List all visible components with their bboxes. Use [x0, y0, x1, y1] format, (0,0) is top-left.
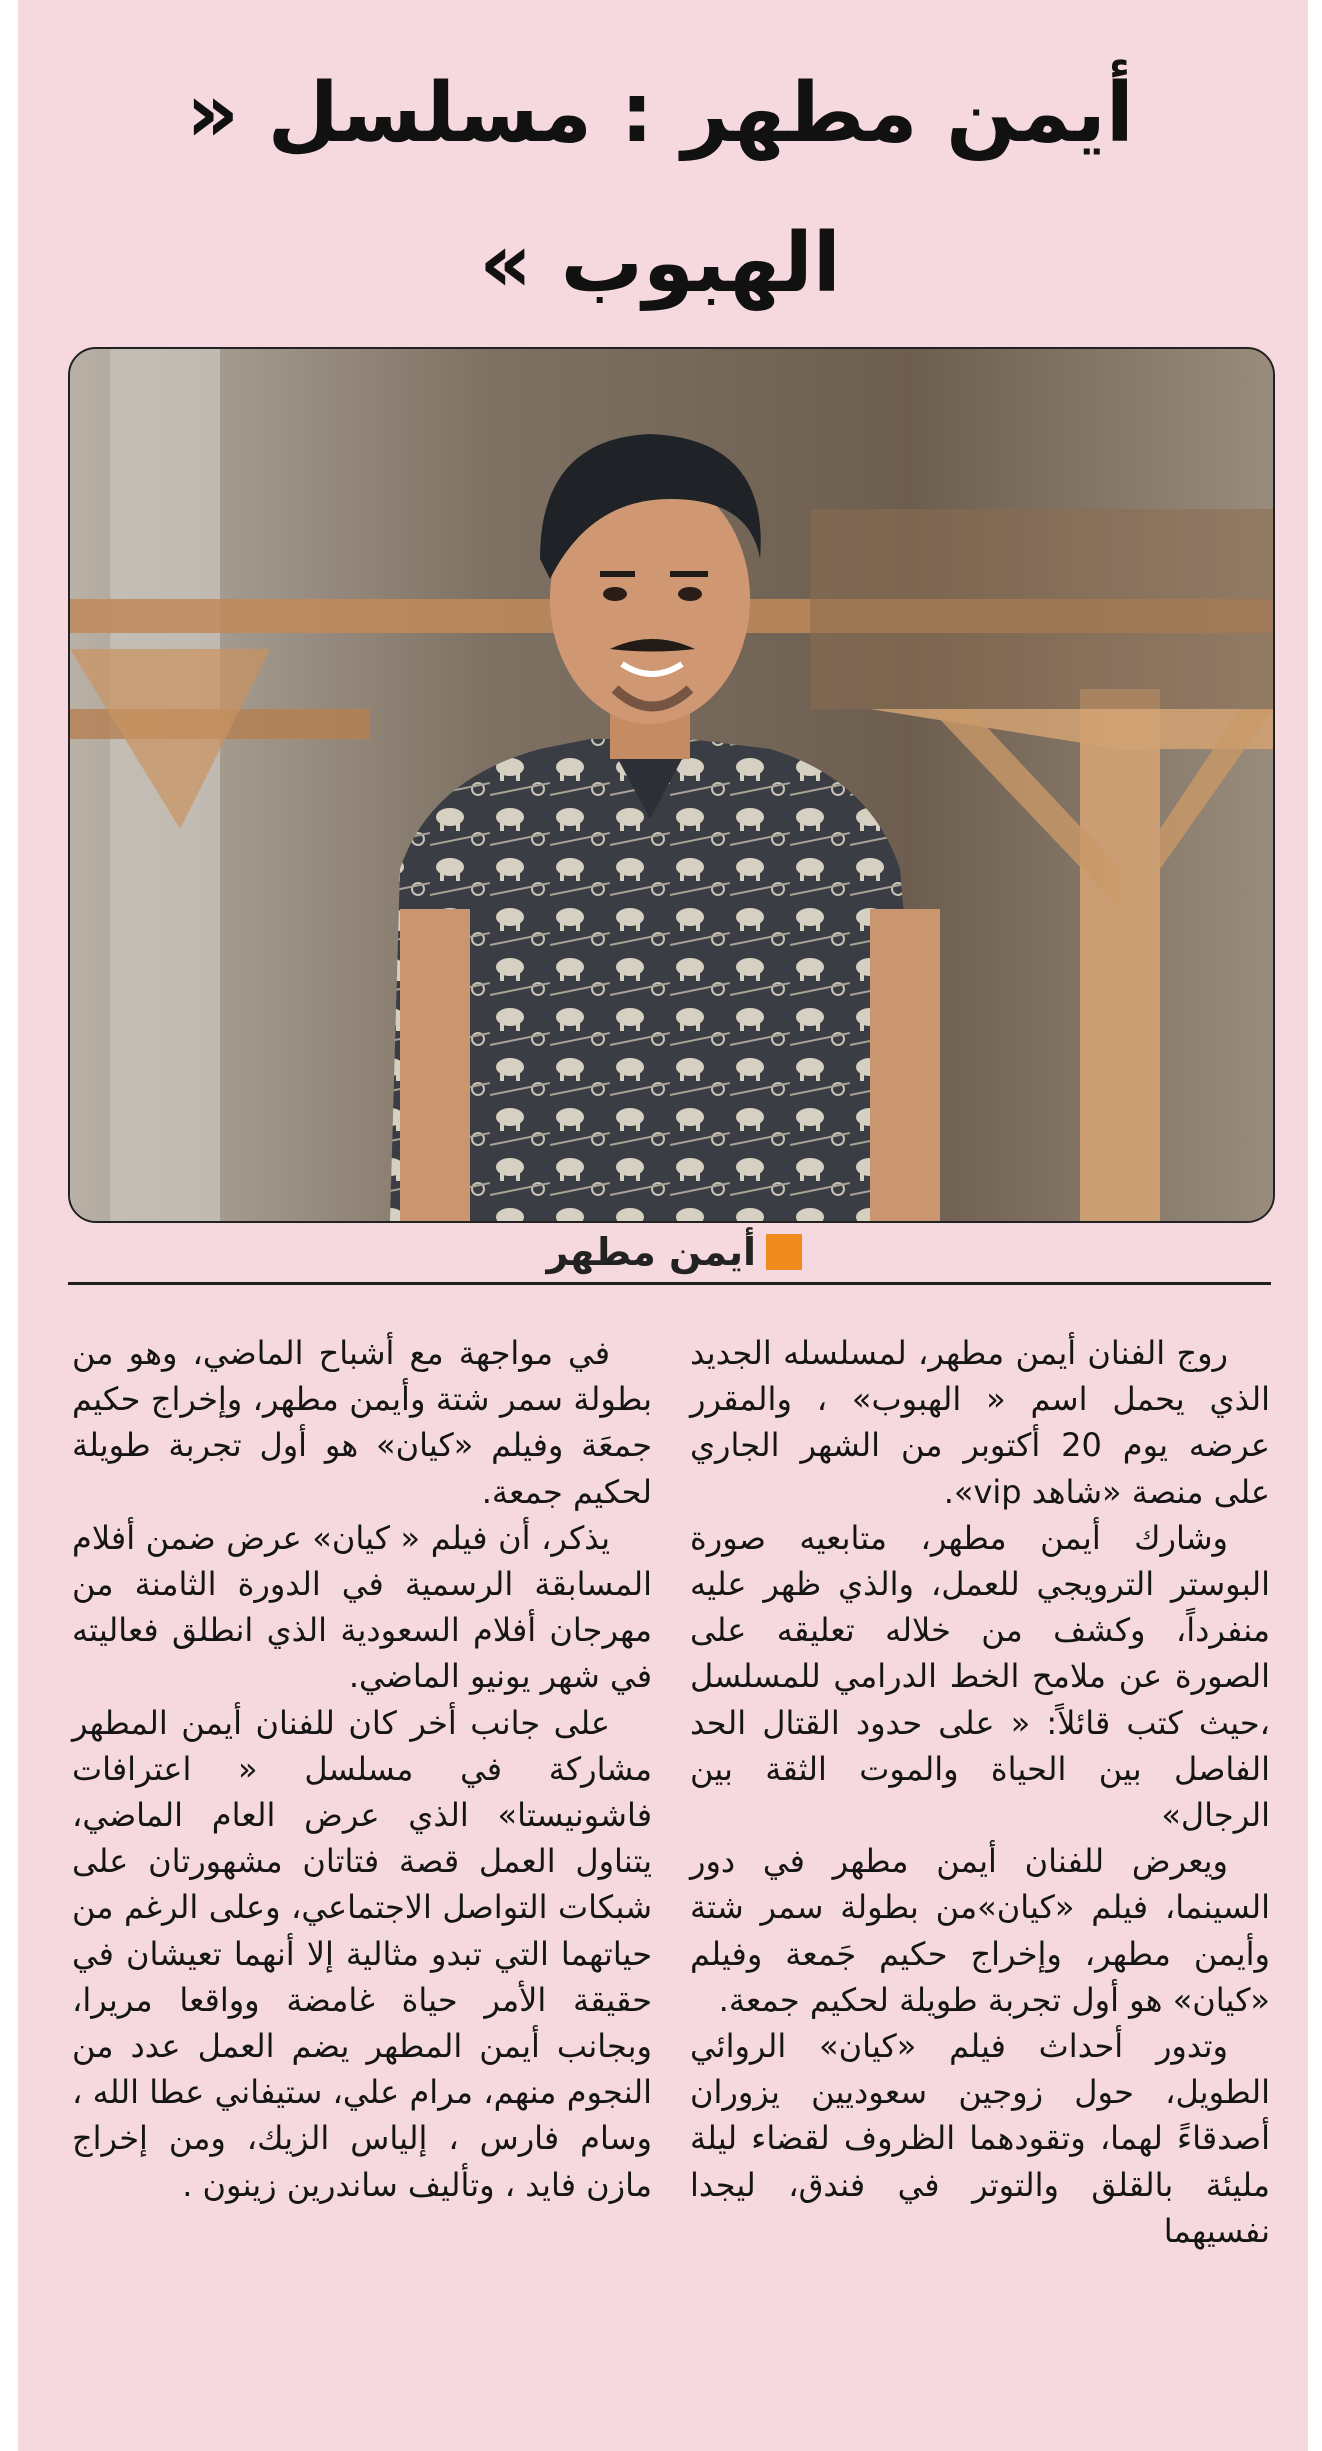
caption-text: أيمن مطهر [546, 1230, 756, 1274]
caption-marker-icon [766, 1234, 802, 1270]
portrait-illustration [70, 349, 1273, 1221]
article-column-right [690, 1330, 1270, 2254]
caption-divider [68, 1282, 1271, 1285]
paragraph: يذكر، أن فيلم « كيان» عرض ضمن أفلام المسابقة الرسمية في الدورة الثامنة من مهرجان أفلام السعودية الذي انطلق فعاليته في شهر يونيو الماضي. [72, 1518, 652, 1696]
article-photo [68, 347, 1275, 1223]
article-column-left [72, 1330, 652, 2208]
paragraph: ويعرض للفنان أيمن مطهر في دور السينما، فيلم «كيان»من بطولة سمر شتة وأيمن مطهر، وإخراج حكيم جَمعة وفيلم «كيان» هو أول تجربة طويلة لحكيم جمعة. [690, 1842, 1270, 2019]
paragraph: على جانب أخر كان للفنان أيمن المطهر مشاركة في مسلسل « اعترافات فاشونيستا» الذي عرض العام الماضي، يتناول العمل قصة فتاتان مشهورتان على شبكات التواصل الاجتماعي، وعلى الرغم من حياتهما التي تبدو مثالية إلا أنهما تعيشان في حقيقة الأمر حياة غامضة وواقعا مريرا، وبجانب أيمن المطهر يضم العمل عدد من النجوم منهم، مرام علي، ستيفاني عطا الله ، وسام فارس ، إلياس الزيك، ومن إخراج مازن فايد ، وتأليف ساندرين زينون . [72, 1703, 652, 2204]
paragraph: روج الفنان أيمن مطهر، لمسلسله الجديد الذي يحمل اسم « الهبوب» ، والمقرر عرضه يوم 20 أكتوبر من الشهر الجاري على منصة «شاهد vip». [690, 1334, 1270, 1511]
headline-line-1: أيمن مطهر : مسلسل « الهبوب » [186, 66, 1134, 312]
paragraph: في مواجهة مع أشباح الماضي، وهو من بطولة سمر شتة وأيمن مطهر، وإخراج حكيم جمعَة وفيلم «كيان» هو أول تجربة طويلة لحكيم جمعة. [72, 1334, 652, 1511]
paragraph: وتدور أحداث فيلم «كيان» الروائي الطويل، حول زوجين سعوديين يزوران أصدقاءً لهما، وتقودهما الظروف لقضاء ليلة مليئة بالقلق والتوتر في فندق، ليجدا نفسيهما [690, 2027, 1270, 2250]
photo-caption [547, 1230, 802, 1274]
paragraph: وشارك أيمن مطهر، متابعيه صورة البوستر الترويجي للعمل، والذي ظهر عليه منفرداً، وكشف من خلاله تعليقه على الصورة عن ملامح الخط الدرامي للمسلسل ،حيث كتب قائلاً: « على حدود القتال الحد الفاصل بين الحياة والموت الثقة بين الرجال» [690, 1518, 1270, 1835]
page-margin-right [1308, 0, 1322, 2451]
page-margin-left [0, 0, 18, 2451]
